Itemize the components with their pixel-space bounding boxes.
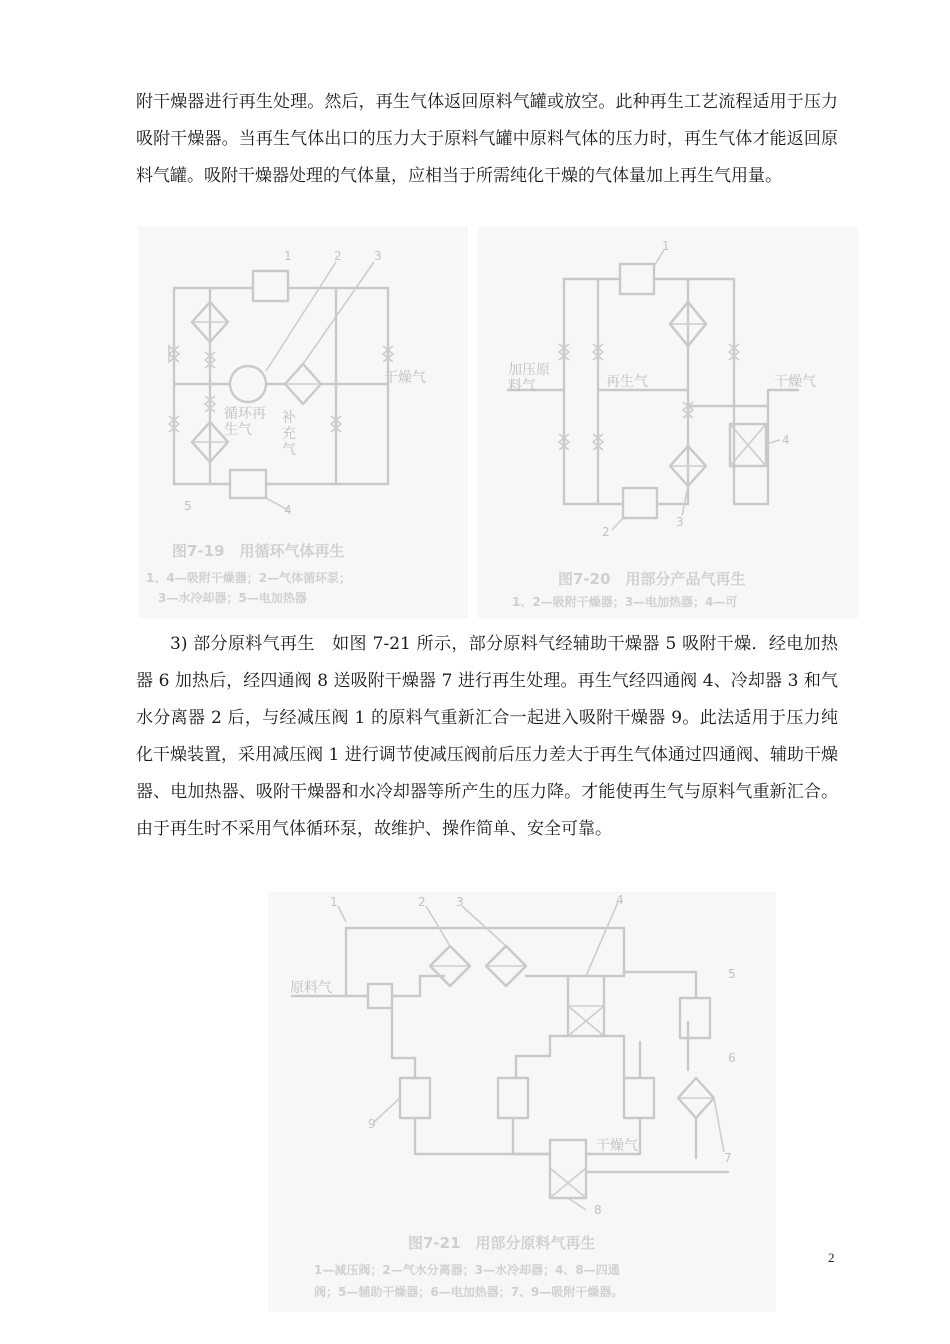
page-number: 2 [828,1250,835,1265]
fig719-supply-1: 补 [282,410,296,426]
fig719-caption-line1: 1、4—吸附干燥器；2—气体循环泵； [146,571,352,585]
fig719-label-4: 4 [284,503,292,517]
figure-7-20 [478,226,858,618]
fig721-caption-line2: 阀；5—辅助干燥器；6—电加热器；7、9—吸附干燥器。 [314,1285,624,1299]
fig719-regen-line2: 生气 [224,422,252,438]
fig719-regen-line1: 循环再 [224,406,266,422]
fig721-caption-title: 图7-21 用部分原料气再生 [408,1234,596,1252]
fig719-label-1: 1 [284,249,292,263]
fig721-label-9: 9 [368,1117,376,1131]
figure-7-19-diagram [138,226,468,618]
fig719-label-3: 3 [374,249,382,263]
figure-7-19 [138,226,468,618]
fig720-dry-gas: 干燥气 [774,374,816,390]
fig721-dry-gas: 干燥气 [596,1138,638,1154]
fig721-label-2: 2 [418,895,426,909]
fig721-label-1: 1 [330,895,338,909]
fig721-label-6: 6 [728,1051,736,1065]
fig720-caption-title: 图7-20 用部分产品气再生 [558,570,746,588]
fig720-label-4: 4 [782,433,790,447]
fig719-label-2: 2 [334,249,342,263]
fig721-label-3: 3 [456,895,464,909]
fig719-supply-2: 充 [282,426,296,442]
fig720-label-3: 3 [676,515,684,529]
fig721-caption-line1: 1—减压阀；2—气水分离器；3—水冷却器；4、8—四通 [314,1263,620,1277]
fig721-label-7: 7 [724,1151,732,1165]
fig719-dry-gas: 干燥气 [384,370,426,386]
fig719-label-5: 5 [184,499,192,513]
fig720-press-gas-2: 料气 [508,378,536,394]
figure-7-21-diagram [268,892,776,1312]
fig720-label-2: 2 [602,525,610,539]
paragraph-1: 附干燥器进行再生处理。然后，再生气体返回原料气罐或放空。此种再生工艺流程适用于压力吸附干燥器。当再生气体出口的压力大于原料气罐中原料气体的压力时，再生气体才能返回原料气罐。吸附干燥器处理的气体量，应相当于所需纯化干燥的气体量加上再生气用量。 [136,92,838,186]
fig719-caption-line2: 3—水冷却器；5—电加热器 [158,591,307,605]
fig721-label-4: 4 [616,893,624,907]
fig720-press-gas-1: 加压原 [508,362,550,378]
fig721-raw-gas: 原料气 [290,980,332,996]
fig719-supply-3: 气 [282,442,296,458]
paragraph-2: 3) 部分原料气再生 如图 7-21 所示，部分原料气经辅助干燥器 5 吸附干燥．经电加热器 6 加热后，经四通阀 8 送吸附干燥器 7 进行再生处理。再生气经四通阀 4、冷却器 3 和气水分离器 2 后，与经减压阀 1 的原料气重新汇合一起进入吸附干燥器 9。此法适用于压力纯化干燥装置，采用减压阀 1 进行调节使减压阀前后压力差大于再生气体通过四通阀、辅助干燥器、电加热器、吸附干燥器和水冷却器等所产生的压力降。才能使再生气与原料气重新汇合。由于再生时不采用气体循环泵，故维护、操作简单、安全可靠。 [136,634,838,839]
fig719-caption-title: 图7-19 用循环气体再生 [172,542,345,560]
fig720-label-1: 1 [662,239,670,253]
fig721-label-8: 8 [594,1203,602,1217]
fig720-caption-line1: 1、2—吸附干燥器；3—电加热器；4—可 [512,595,738,609]
figure-7-20-diagram [478,226,858,618]
fig721-label-5: 5 [728,967,736,981]
fig720-regen-gas: 再生气 [606,374,648,390]
figure-7-21 [268,892,776,1312]
